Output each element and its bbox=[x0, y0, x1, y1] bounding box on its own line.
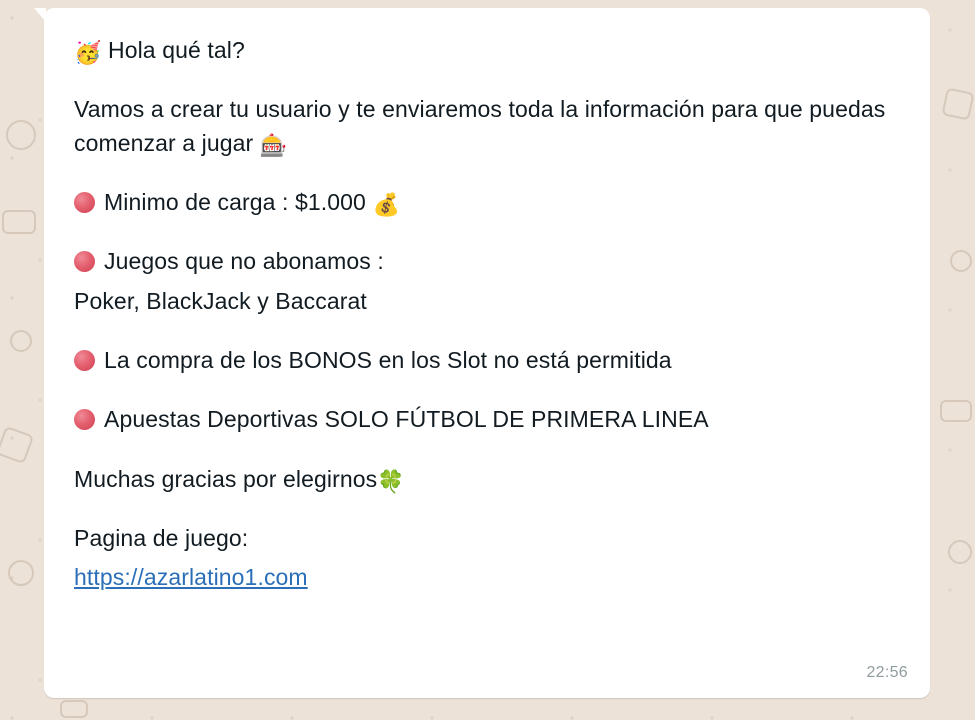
game-page-link[interactable]: https://azarlatino1.com bbox=[74, 564, 308, 591]
wallpaper-doodle bbox=[60, 700, 88, 718]
bullet-item bbox=[74, 403, 900, 436]
bullet-subtext: Poker, BlackJack y Baccarat bbox=[74, 287, 367, 314]
red-circle-icon bbox=[74, 192, 95, 213]
thanks-text: Muchas gracias por elegirnos bbox=[74, 465, 378, 492]
bullet-item bbox=[74, 344, 900, 377]
bullet-item bbox=[74, 186, 900, 219]
slot-machine-icon: 🎰 bbox=[259, 132, 288, 158]
bullet-text: Apuestas Deportivas SOLO FÚTBOL DE PRIMERA LINEA bbox=[104, 406, 709, 433]
bullet-item bbox=[74, 245, 900, 278]
bullet-text: Juegos que no abonamos : bbox=[104, 248, 384, 275]
message-body bbox=[74, 34, 900, 595]
chat-message-bubble[interactable] bbox=[44, 8, 930, 698]
bullet-text: Minimo de carga : $1.000 bbox=[104, 189, 373, 216]
red-circle-icon bbox=[74, 409, 95, 430]
wallpaper-doodle bbox=[2, 210, 36, 234]
greeting-text: Hola qué tal? bbox=[108, 37, 245, 63]
page-link-line bbox=[74, 561, 900, 594]
greeting-line bbox=[74, 34, 900, 67]
message-timestamp: 22:56 bbox=[866, 664, 908, 681]
wallpaper-doodle bbox=[10, 330, 32, 352]
wallpaper-doodle bbox=[6, 120, 36, 150]
wallpaper-doodle bbox=[950, 250, 972, 272]
wallpaper-doodle bbox=[940, 400, 972, 422]
wallpaper-doodle bbox=[0, 426, 34, 464]
wallpaper-doodle bbox=[8, 560, 34, 586]
red-circle-icon bbox=[74, 251, 95, 272]
clover-icon: 🍀 bbox=[377, 468, 405, 494]
wallpaper-doodle bbox=[941, 87, 974, 120]
page-label: Pagina de juego: bbox=[74, 525, 249, 552]
wallpaper-doodle bbox=[948, 540, 972, 564]
intro-text: Vamos a crear tu usuario y te enviaremos toda la información para que puedas comenzar a jugar bbox=[74, 96, 886, 156]
bullet-text: La compra de los BONOS en los Slot no está permitida bbox=[104, 347, 672, 374]
red-circle-icon bbox=[74, 350, 95, 371]
money-bag-icon: 💰 bbox=[372, 192, 400, 218]
party-face-icon: 🥳 bbox=[74, 40, 102, 65]
intro-paragraph bbox=[74, 93, 900, 160]
thanks-line bbox=[74, 463, 900, 496]
